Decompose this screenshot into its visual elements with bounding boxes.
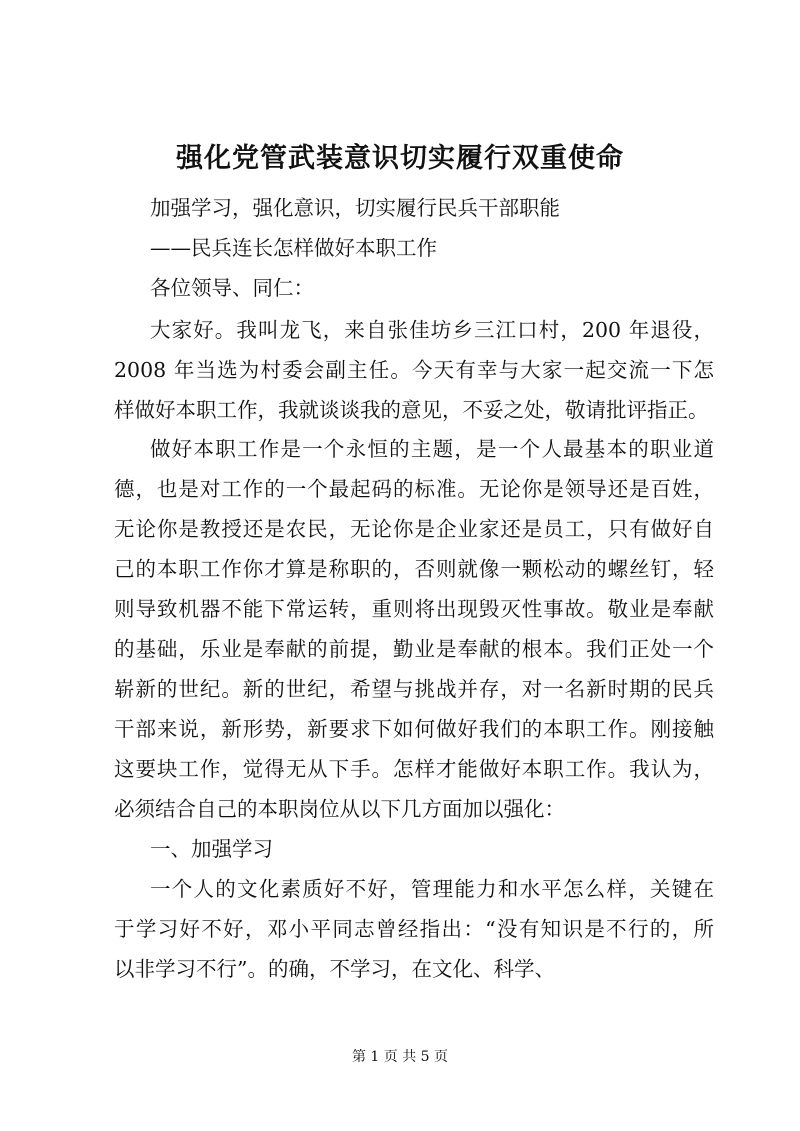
paragraph-line: 的基础，乐业是奉献的前提，勤业是奉献的根本。我们正处一个 [114, 637, 714, 661]
paragraph-line: 做好本职工作是一个永恒的主题，是一个人最基本的职业道 [150, 437, 714, 461]
paragraph-line: 以非学习不行”。的确，不学习，在文化、科学、 [114, 957, 555, 981]
paragraph-line: 样做好本职工作，我就谈谈我的意见，不妥之处，敬请批评指正。 [114, 398, 709, 422]
paragraph-line: 一个人的文化素质好不好，管理能力和水平怎么样，关键在 [150, 877, 714, 901]
paragraph-line: 崭新的世纪。新的世纪，希望与挑战并存，对一名新时期的民兵 [114, 677, 714, 701]
paragraph-line: 无论你是教授还是农民，无论你是企业家还是员工，只有做好自 [114, 517, 714, 541]
paragraph-line: 大家好。我叫龙飞，来自张佳坊乡三江口村，200 年退役， [150, 318, 714, 342]
paragraph-2 [114, 429, 714, 829]
paragraph-line: 则导致机器不能下常运转，重则将出现毁灭性事故。敬业是奉献 [114, 597, 714, 621]
document-title: 强化党管武装意识切实履行双重使命 [176, 143, 624, 174]
paragraph-line: 这要块工作，觉得无从下手。怎样才能做好本职工作。我认为， [114, 757, 714, 781]
paragraph-line: 于学习好不好，邓小平同志曾经指出：“没有知识是不行的，所 [114, 917, 714, 941]
paragraph-1 [114, 310, 714, 430]
paragraph-3 [114, 869, 714, 989]
paragraph-line: 干部来说，新形势，新要求下如何做好我们的本职工作。刚接触 [114, 717, 714, 741]
section-heading: 一、加强学习 [150, 837, 273, 861]
page-footer: 第 1 页 共 5 页 [351, 1049, 449, 1065]
paragraph-line: 德，也是对工作的一个最起码的标准。无论你是领导还是百姓， [114, 477, 714, 501]
paragraph-line: 己的本职工作你才算是称职的，否则就像一颗松动的螺丝钉，轻 [114, 557, 714, 581]
subtitle-2: ——民兵连长怎样做好本职工作 [150, 236, 437, 260]
paragraph-line: 2008 年当选为村委会副主任。今天有幸与大家一起交流一下怎 [114, 358, 714, 382]
paragraph-line: 必须结合自己的本职岗位从以下几方面加以强化： [114, 797, 565, 821]
salutation: 各位领导、同仁： [150, 276, 314, 300]
subtitle-1: 加强学习，强化意识，切实履行民兵干部职能 [150, 196, 560, 220]
